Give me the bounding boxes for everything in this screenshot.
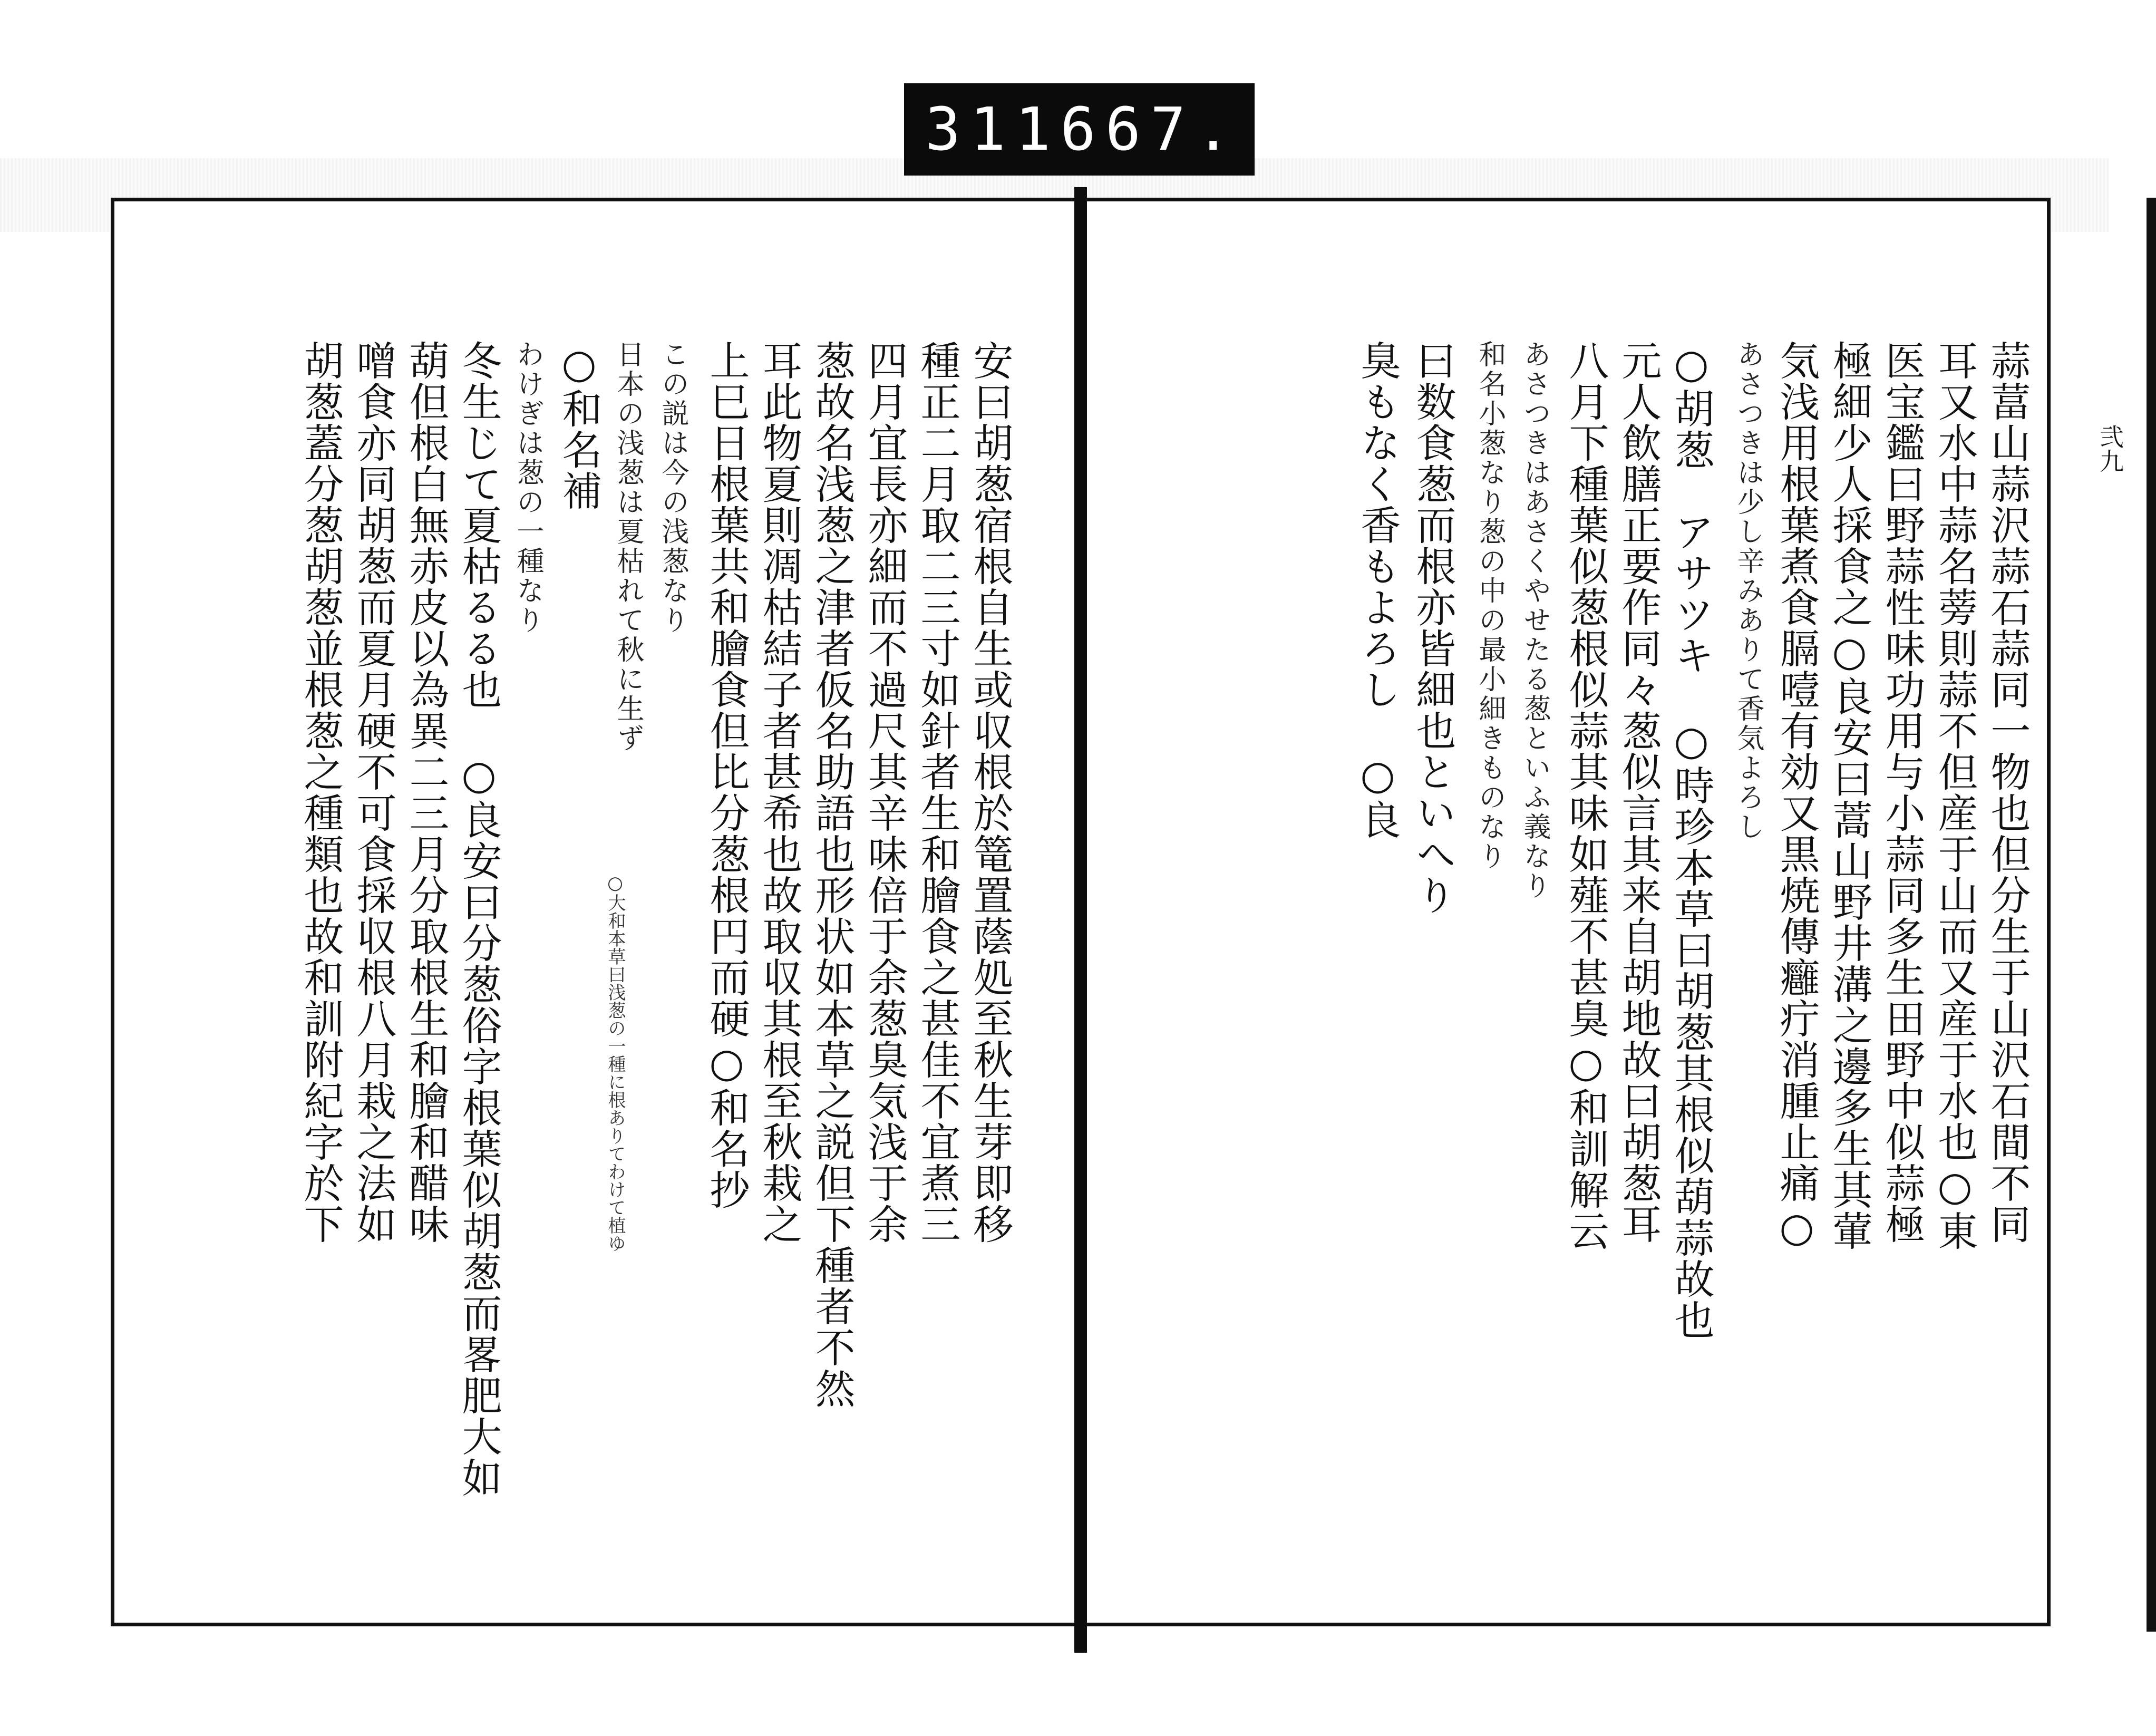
- frame-number-left: 311: [925, 95, 1061, 164]
- right-column-9: 八月下種葉似葱根似蒜其味如薤不甚臭○和訓解云: [1562, 340, 1609, 1252]
- right-column-5: 気浅用根葉煮食膈噎有効又黒焼傳癰疔消腫止痛○: [1773, 340, 1820, 1252]
- right-column-8: 元人飲膳正要作同々葱似言其来自胡地故曰胡葱耳: [1615, 340, 1662, 1245]
- right-column-13: 臭もなく香もよろし ○良: [1354, 340, 1401, 840]
- left-column-4: 葱故名浅葱之津者仮名助語也形状如本草之説但下種者不然: [809, 340, 856, 1409]
- right-column-2: 耳又水中蒜名蒡則蒜不但産于山而又産于水也○東: [1931, 340, 1978, 1252]
- left-column-9: ○和名補: [556, 340, 603, 511]
- right-column-11: 和名小葱なり葱の中の最小細きものなり: [1474, 340, 1506, 871]
- right-column-7: ○胡葱 アサツキ ○時珍本草曰胡葱其根似葫蒜故也: [1668, 340, 1715, 1341]
- left-column-12: 葫但根白無赤皮以為異二三月分取根生和膾和醋味: [403, 340, 450, 1245]
- left-column-2: 種正二月取二三寸如針者生和膾食之甚佳不宜煮三: [914, 340, 961, 1245]
- left-column-6: 上巳日根葉共和膾食但比分葱根円而硬○和名抄: [703, 340, 750, 1210]
- right-column-3: 医宝鑑曰野蒜性味功用与小蒜同多生田野中似蒜極: [1879, 340, 1926, 1245]
- left-note: ○大和本草曰浅葱の一種に根ありてわけて植ゆ: [605, 872, 626, 1252]
- left-column-7: この説は今の浅葱なり: [657, 340, 688, 635]
- right-column-10: あさつきはあさくやせたる葱といふ義なり: [1519, 340, 1550, 901]
- right-column-6: あさつきは少し辛みありて香気よろし: [1732, 340, 1764, 842]
- left-column-8: 日本の浅葱は夏枯れて秋に生ず: [612, 340, 644, 753]
- right-column-12: 曰数食葱而根亦皆細也といへり: [1410, 340, 1456, 916]
- left-column-14: 胡葱蓋分葱胡葱並根葱之種類也故和訓附紀字於下: [297, 340, 344, 1245]
- right-column-4: 極細少人採食之○良安曰蒿山野井溝之邊多生其葷: [1826, 340, 1873, 1252]
- book-spine: [1074, 187, 1087, 1653]
- left-column-3: 四月宜長亦細而不過尺其辛味倍于余葱臭気浅于余: [861, 340, 908, 1245]
- left-column-1: 安曰胡葱宿根自生或収根於篭置蔭処至秋生芽即移: [967, 340, 1014, 1245]
- left-column-10: わけぎは葱の一種なり: [512, 340, 543, 635]
- left-column-13: 噌食亦同胡葱而夏月硬不可食採収根八月栽之法如: [350, 340, 397, 1245]
- right-column-1: 蒜葍山蒜沢蒜石蒜同一物也但分生于山沢石間不同: [1984, 340, 2031, 1245]
- left-column-5: 耳此物夏則凋枯結子者甚希也故取収其根至秋栽之: [756, 340, 803, 1245]
- frame-number-right: 667.: [1060, 95, 1241, 164]
- left-column-11: 冬生じて夏枯るる也 ○良安曰分葱俗字根葉似胡葱而畧肥大如: [455, 340, 502, 1498]
- open-book: [111, 198, 2124, 1642]
- right-page-edge: [2147, 198, 2156, 1632]
- frame-number-label: [904, 83, 1255, 176]
- page-number: 弐九: [2096, 424, 2124, 473]
